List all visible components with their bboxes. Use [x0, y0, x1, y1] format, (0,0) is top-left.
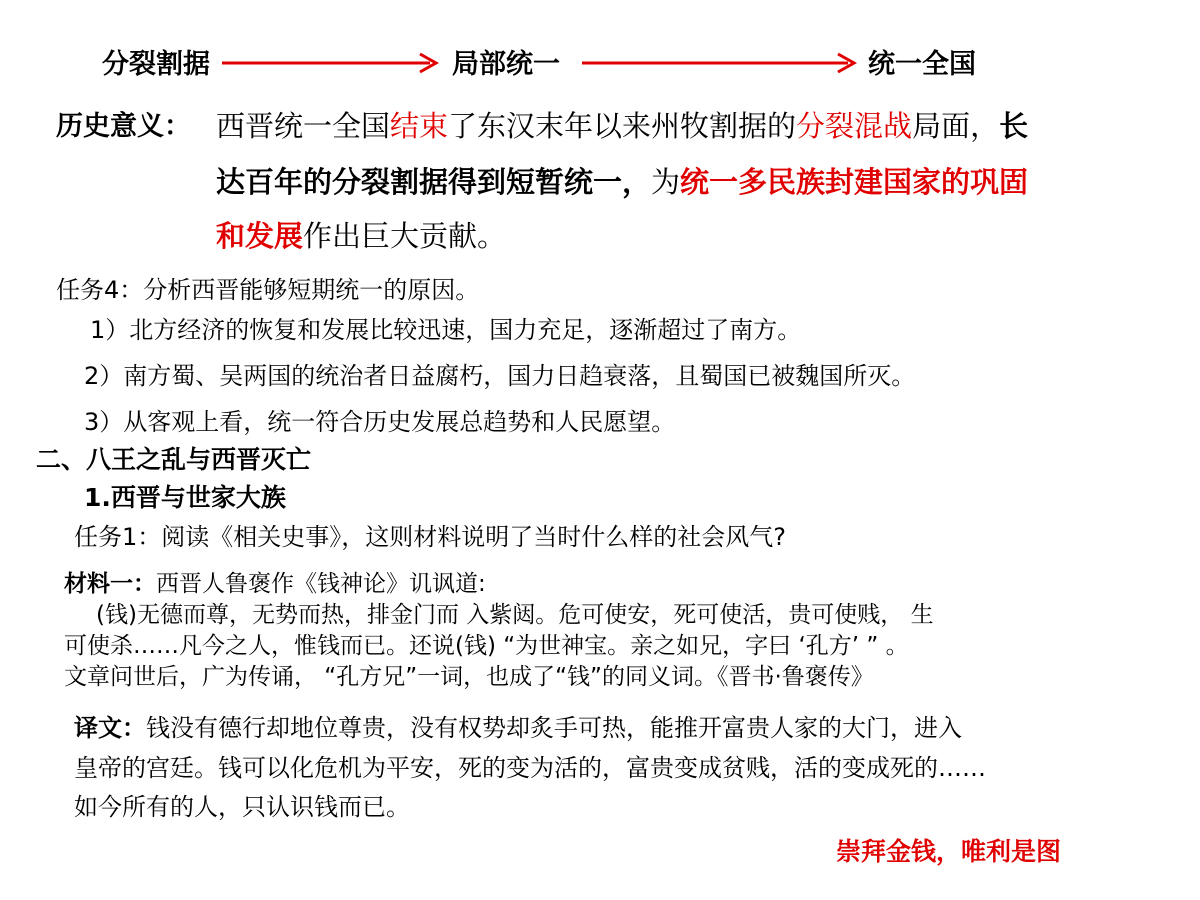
sig-highlight-end: 结束 — [390, 109, 449, 143]
flow-arrow-1 — [222, 48, 444, 78]
material-intro — [64, 565, 486, 598]
significance-label: 历史意义： — [56, 111, 191, 142]
flow-stage-unified: 统一全国 — [868, 49, 976, 80]
material-line-2: 可使杀……凡今之人，惟钱而已。还说(钱) “为世神宝。亲之如兄，字曰 ‘孔方’ ” 。 — [64, 633, 909, 659]
sig-bold-text: 达百年的分裂割据得到短暂统一， — [216, 165, 652, 199]
section-heading: 二、八王之乱与西晋灭亡 — [36, 445, 312, 474]
flow-stage-split: 分裂割据 — [102, 49, 210, 80]
sig-text: 局面， — [912, 109, 1000, 143]
translation-label: 译文： — [74, 714, 146, 742]
significance-line-1 — [216, 104, 1028, 145]
material-label: 材料一： — [64, 571, 156, 597]
sig-highlight-consolidation: 统一多民族封建国家的巩固 — [680, 165, 1029, 199]
sig-text: 了东汉末年以来州牧割据的 — [448, 109, 797, 143]
sig-highlight-chaos: 分裂混战 — [796, 109, 913, 143]
flow-arrow-2 — [582, 48, 862, 78]
task4-reason-2: 2）南方蜀、吴两国的统治者日益腐朽，国力日趋衰落，且蜀国已被魏国所灭。 — [84, 362, 916, 390]
sig-text: 为 — [651, 165, 681, 199]
material-intro-text: 西晋人鲁褒作《钱神论》讥讽道: — [156, 571, 486, 597]
translation-line-3: 如今所有的人，只认识钱而已。 — [74, 793, 410, 821]
task4-reason-1: 1）北方经济的恢复和发展比较迅速，国力充足，逐渐超过了南方。 — [90, 316, 802, 344]
flow-stage-partial: 局部统一 — [452, 49, 560, 80]
sig-text: 西晋统一全国 — [216, 109, 391, 143]
conclusion-text: 崇拜金钱，唯利是图 — [836, 837, 1062, 866]
task4-reason-3: 3）从客观上看，统一符合历史发展总趋势和人民愿望。 — [84, 408, 676, 436]
translation-line-1 — [74, 708, 962, 743]
section-subheading: 1.西晋与世家大族 — [84, 483, 286, 512]
sig-text: 作出巨大贡献。 — [303, 219, 507, 253]
task1-question: 任务1：阅读《相关史事》，这则材料说明了当时什么样的社会风气? — [74, 523, 787, 551]
significance-line-3 — [216, 214, 506, 255]
material-line-3: 文章问世后，广为传诵， “孔方兄”一词，也成了“钱”的同义词。《晋书·鲁褒传》 — [64, 664, 874, 690]
material-line-1: (钱)无德而尊，无势而热，排金门而 入紫闼。危可使安，死可使活，贵可使贱， 生 — [96, 602, 934, 628]
sig-bold-text: 长 — [999, 109, 1029, 143]
translation-line-2: 皇帝的宫廷。钱可以化危机为平安，死的变为活的，富贵变成贫贱，活的变成死的…… — [74, 754, 986, 782]
translation-text: 钱没有德行却地位尊贵，没有权势却炙手可热，能推开富贵人家的大门，进入 — [146, 714, 962, 742]
sig-highlight-development: 和发展 — [216, 219, 304, 253]
task4-title: 任务4：分析西晋能够短期统一的原因。 — [56, 276, 480, 304]
significance-line-2 — [216, 160, 1028, 201]
